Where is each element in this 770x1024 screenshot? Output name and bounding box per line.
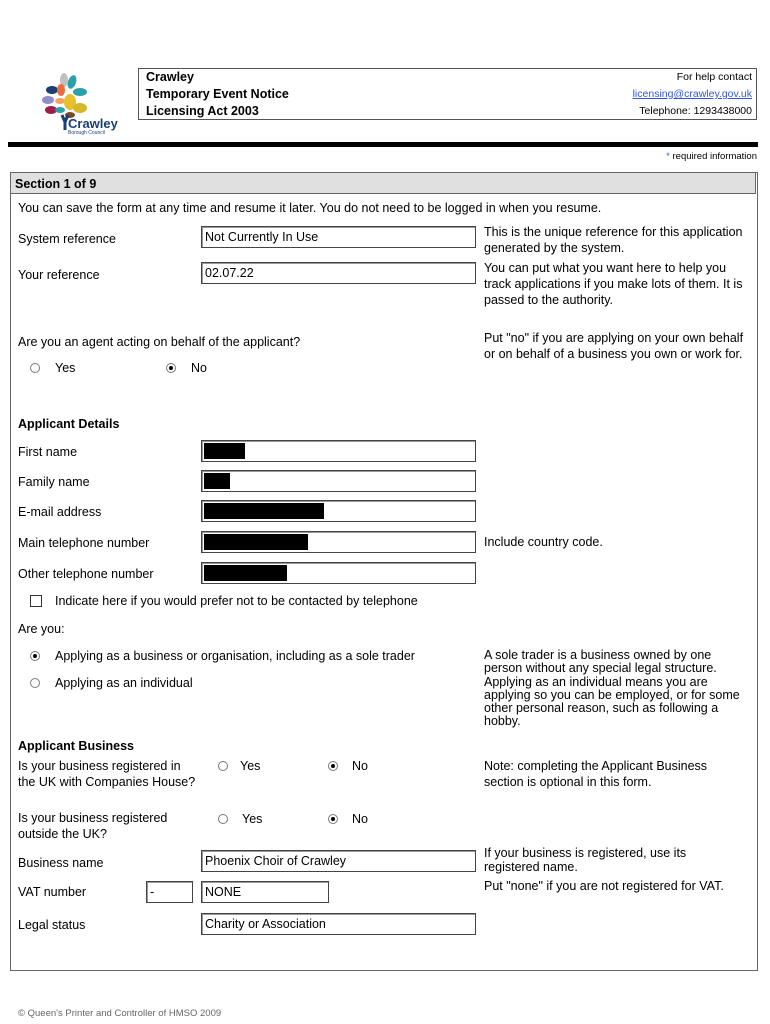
legal-status-field[interactable]: Charity or Association bbox=[201, 913, 476, 935]
other-telephone-label: Other telephone number bbox=[18, 567, 154, 581]
vat-prefix-field[interactable]: - bbox=[146, 881, 193, 903]
agent-question: Are you an agent acting on behalf of the applicant? bbox=[18, 335, 301, 349]
your-reference-help: You can put what you want here to help you track applications if you make lots of them. It is passed to the authority. bbox=[484, 261, 743, 307]
header-council: Crawley bbox=[146, 70, 194, 84]
uk-registered-no-radio[interactable] bbox=[328, 761, 338, 771]
email-label: E-mail address bbox=[18, 505, 102, 519]
applicant-details-heading: Applicant Details bbox=[18, 417, 120, 431]
individual-applicant-label: Applying as an individual bbox=[55, 676, 193, 690]
agent-no-label: No bbox=[191, 361, 207, 375]
individual-applicant-radio[interactable] bbox=[30, 678, 40, 688]
form-header bbox=[138, 68, 757, 120]
redaction bbox=[204, 473, 230, 489]
uk-registered-question: Is your business registered in the UK with Companies House? bbox=[18, 759, 196, 789]
are-you-help: A sole trader is a business owned by one person without any special legal structure. Applying as an individual means you are applying so you can be employed, or for some other personal reason, such as following a hobby. bbox=[484, 648, 740, 729]
agent-help: Put "no" if you are applying on your own behalf or on behalf of a business you own or work for. bbox=[484, 331, 744, 361]
header-form-title: Temporary Event Notice bbox=[146, 87, 289, 101]
main-telephone-label: Main telephone number bbox=[18, 536, 150, 550]
uk-registered-yes-radio[interactable] bbox=[218, 761, 228, 771]
header-act: Licensing Act 2003 bbox=[146, 104, 259, 118]
help-email-link[interactable]: licensing@crawley.gov.uk bbox=[632, 88, 752, 100]
your-reference-label: Your reference bbox=[18, 268, 100, 282]
other-telephone-field[interactable] bbox=[201, 562, 476, 584]
main-telephone-field[interactable] bbox=[201, 531, 476, 553]
business-name-label: Business name bbox=[18, 856, 104, 870]
uk-registered-yes-label: Yes bbox=[240, 759, 261, 773]
redaction bbox=[204, 534, 308, 550]
family-name-label: Family name bbox=[18, 475, 90, 489]
svg-text:Crawley: Crawley bbox=[68, 116, 118, 131]
email-field[interactable] bbox=[201, 500, 476, 522]
copyright-footer: © Queen's Printer and Controller of HMSO 2009 bbox=[18, 1008, 222, 1019]
no-phone-label: Indicate here if you would prefer not to be contacted by telephone bbox=[55, 594, 418, 608]
redaction bbox=[204, 565, 287, 581]
agent-yes-radio[interactable] bbox=[30, 363, 40, 373]
redaction bbox=[204, 503, 324, 519]
outside-uk-yes-radio[interactable] bbox=[218, 814, 228, 824]
system-reference-field[interactable]: Not Currently In Use bbox=[201, 226, 476, 248]
help-telephone: Telephone: 1293438000 bbox=[639, 105, 752, 117]
redaction bbox=[204, 443, 245, 459]
crawley-logo bbox=[30, 70, 125, 135]
system-reference-help: This is the unique reference for this application generated by the system. bbox=[484, 225, 743, 255]
business-applicant-label: Applying as a business or organisation, including as a sole trader bbox=[55, 649, 415, 663]
required-text: required information bbox=[669, 151, 757, 162]
uk-registered-no-label: No bbox=[352, 759, 368, 773]
main-telephone-help: Include country code. bbox=[484, 535, 603, 549]
applicant-business-heading: Applicant Business bbox=[18, 739, 134, 753]
agent-no-radio[interactable] bbox=[166, 363, 176, 373]
no-phone-checkbox[interactable] bbox=[30, 595, 42, 607]
system-reference-label: System reference bbox=[18, 232, 116, 246]
vat-number-label: VAT number bbox=[18, 885, 87, 899]
are-you-label: Are you: bbox=[18, 622, 65, 636]
vat-help: Put "none" if you are not registered for VAT. bbox=[484, 879, 724, 893]
agent-yes-label: Yes bbox=[55, 361, 76, 375]
required-star: * bbox=[666, 151, 670, 162]
first-name-field[interactable] bbox=[201, 440, 476, 462]
first-name-label: First name bbox=[18, 445, 78, 459]
business-name-help: If your business is registered, use its registered name. bbox=[484, 846, 687, 874]
business-applicant-radio[interactable] bbox=[30, 651, 40, 661]
header-divider bbox=[8, 142, 758, 147]
help-contact-label: For help contact bbox=[676, 71, 752, 83]
outside-uk-yes-label: Yes bbox=[242, 812, 263, 826]
family-name-field[interactable] bbox=[201, 470, 476, 492]
outside-uk-question: Is your business registered outside the UK? bbox=[18, 811, 168, 841]
section-title: Section 1 of 9 bbox=[10, 172, 756, 194]
legal-status-label: Legal status bbox=[18, 918, 86, 932]
business-name-field[interactable]: Phoenix Choir of Crawley bbox=[201, 850, 476, 872]
required-note bbox=[666, 151, 757, 162]
outside-uk-no-label: No bbox=[352, 812, 368, 826]
svg-text:Borough Council: Borough Council bbox=[68, 130, 105, 135]
business-note: Note: completing the Applicant Business section is optional in this form. bbox=[484, 759, 708, 789]
outside-uk-no-radio[interactable] bbox=[328, 814, 338, 824]
your-reference-field[interactable]: 02.07.22 bbox=[201, 262, 476, 284]
section-intro: You can save the form at any time and resume it later. You do not need to be logged in when you resume. bbox=[18, 201, 602, 215]
vat-number-field[interactable]: NONE bbox=[201, 881, 329, 903]
